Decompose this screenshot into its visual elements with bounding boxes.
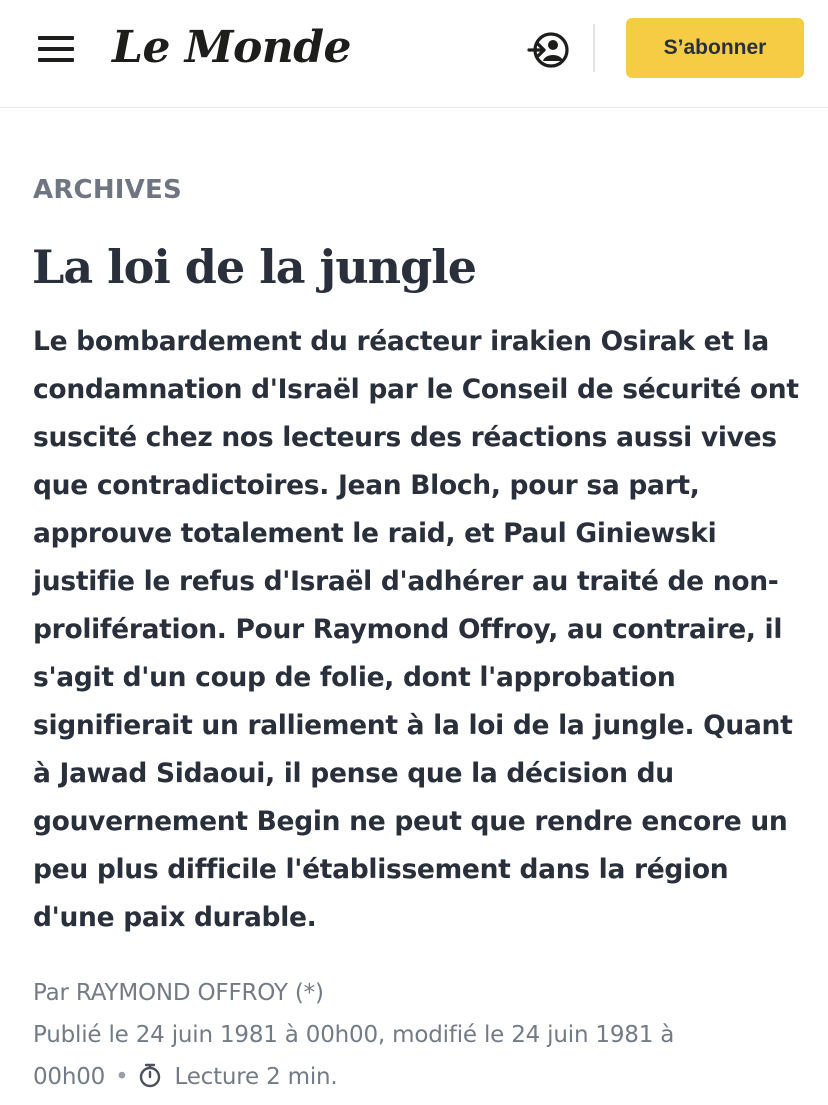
- timer-icon: [137, 1062, 163, 1088]
- separator-dot: •: [115, 1064, 129, 1090]
- author-line: Par RAYMOND OFFROY (*): [33, 980, 324, 1006]
- article-meta: [33, 972, 813, 1098]
- published-time-continued: 00h00: [33, 1064, 106, 1090]
- section-label[interactable]: ARCHIVES: [33, 175, 182, 205]
- reading-time: Lecture 2 min.: [174, 1064, 338, 1090]
- site-header: [0, 0, 828, 108]
- hamburger-menu-icon[interactable]: [38, 36, 76, 62]
- article-title: La loi de la jungle: [32, 240, 476, 294]
- subscribe-button[interactable]: S’abonner: [626, 18, 804, 78]
- header-divider: [593, 24, 595, 72]
- reading-line: [33, 1056, 813, 1098]
- le-monde-logo[interactable]: Le Monde: [112, 22, 352, 73]
- published-line: Publié le 24 juin 1981 à 00h00, modifié le 24 juin 1981 à: [33, 1022, 675, 1048]
- article-lead: Le bombardement du réacteur irakien Osirak et la condamnation d'Israël par le Conseil de sécurité ont suscité chez nos lecteurs des réactions aussi vives que contradictoires. Jean Bloch, pour sa part, approuve totalement le raid, et Paul Giniewski justifie le refus d'Israël d'adhérer au traité de non-prolifération. Pour Raymond Offroy, au contraire, il s'agit d'un coup de folie, dont l'approbation signifierait un ralliement à la loi de la jungle. Quant à Jawad Sidaoui, il pense que la décision du gouvernement Begin ne peut que rendre encore un peu plus difficile l'établissement dans la région d'une paix durable.: [33, 326, 799, 933]
- user-login-icon[interactable]: [526, 30, 572, 70]
